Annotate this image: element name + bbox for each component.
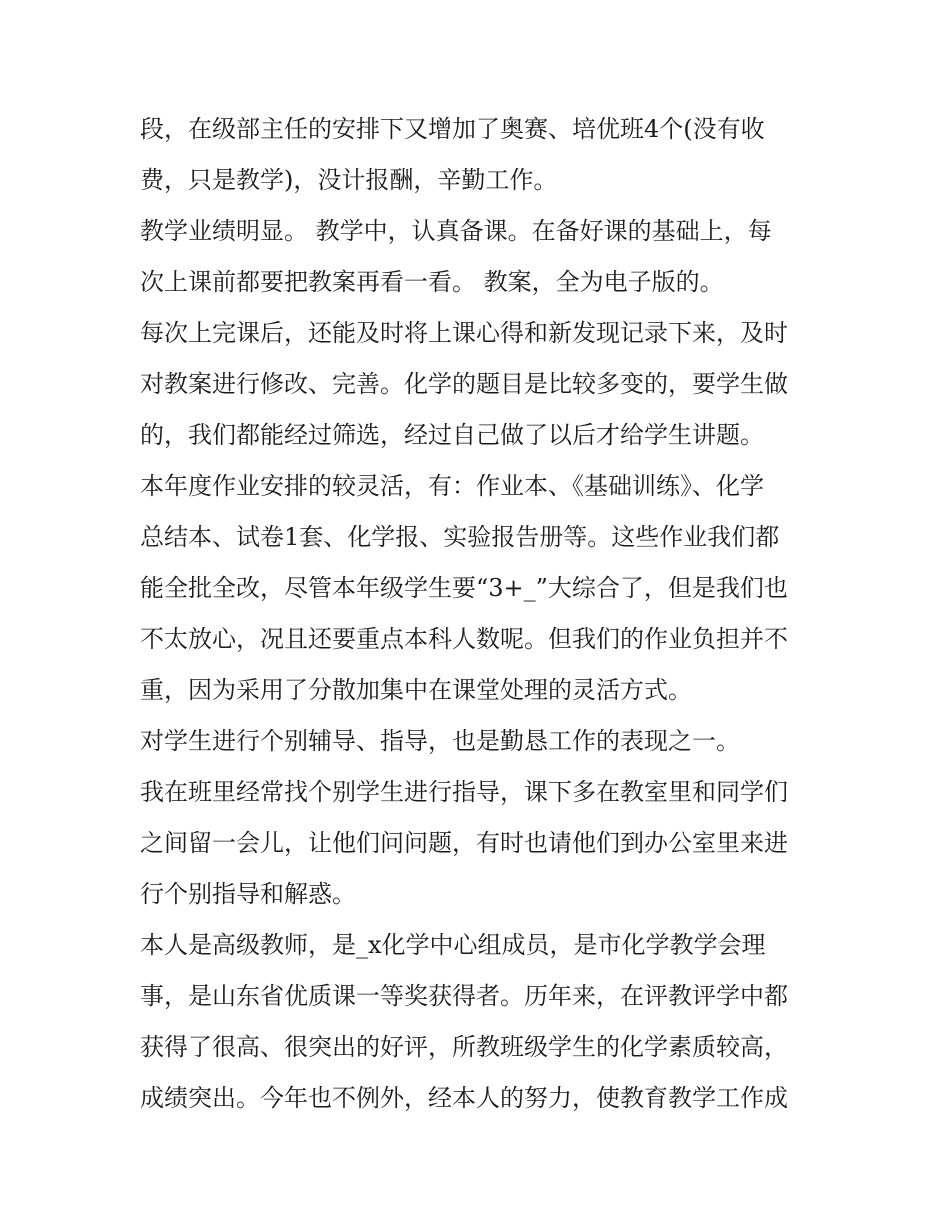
text-line: 重，因为采用了分散加集中在课堂处理的灵活方式。 [140,676,692,704]
text-line: 不太放心，况且还要重点本科人数呢。但我们的作业负担并不 [140,625,788,653]
text-line: 事，是山东省优质课一等奖获得者。历年来，在评教评学中都 [140,982,788,1010]
text-line: 费，只是教学)，没计报酬，辛勤工作。 [140,166,558,194]
text-line: 段，在级部主任的安排下又增加了奥赛、培优班4个(没有收 [140,115,765,143]
text-line: 对教案进行修改、完善。化学的题目是比较多变的，要学生做 [140,370,788,398]
text-line: 本年度作业安排的较灵活，有：作业本、《基础训练》、化学 [140,472,764,500]
text-line: 获得了很高、很突出的好评，所教班级学生的化学素质较高， [140,1033,788,1061]
text-line: 次上课前都要把教案再看一看。 教案，全为电子版的。 [140,268,724,296]
text-line: 成绩突出。今年也不例外，经本人的努力，使教育教学工作成 [140,1084,788,1112]
text-line: 行个别指导和解惑。 [140,880,356,908]
text-line: 的，我们都能经过筛选，经过自己做了以后才给学生讲题。 [140,421,764,449]
text-line: 之间留一会儿，让他们问问题，有时也请他们到办公室里来进 [140,829,788,857]
body-text [140,104,830,1124]
text-line: 本人是高级教师，是_x化学中心组成员，是市化学教学会理 [140,931,766,959]
text-line: 每次上完课后，还能及时将上课心得和新发现记录下来，及时 [140,319,788,347]
text-line: 总结本、试卷1套、化学报、实验报告册等。这些作业我们都 [140,523,780,551]
text-line: 我在班里经常找个别学生进行指导，课下多在教室里和同学们 [140,778,788,806]
text-line: 能全批全改，尽管本年级学生要“3+_”大综合了，但是我们也 [140,574,788,602]
text-line: 教学业绩明显。 教学中，认真备课。在备好课的基础上，每 [140,217,772,245]
text-line: 对学生进行个别辅导、指导，也是勤恳工作的表现之一。 [140,727,740,755]
